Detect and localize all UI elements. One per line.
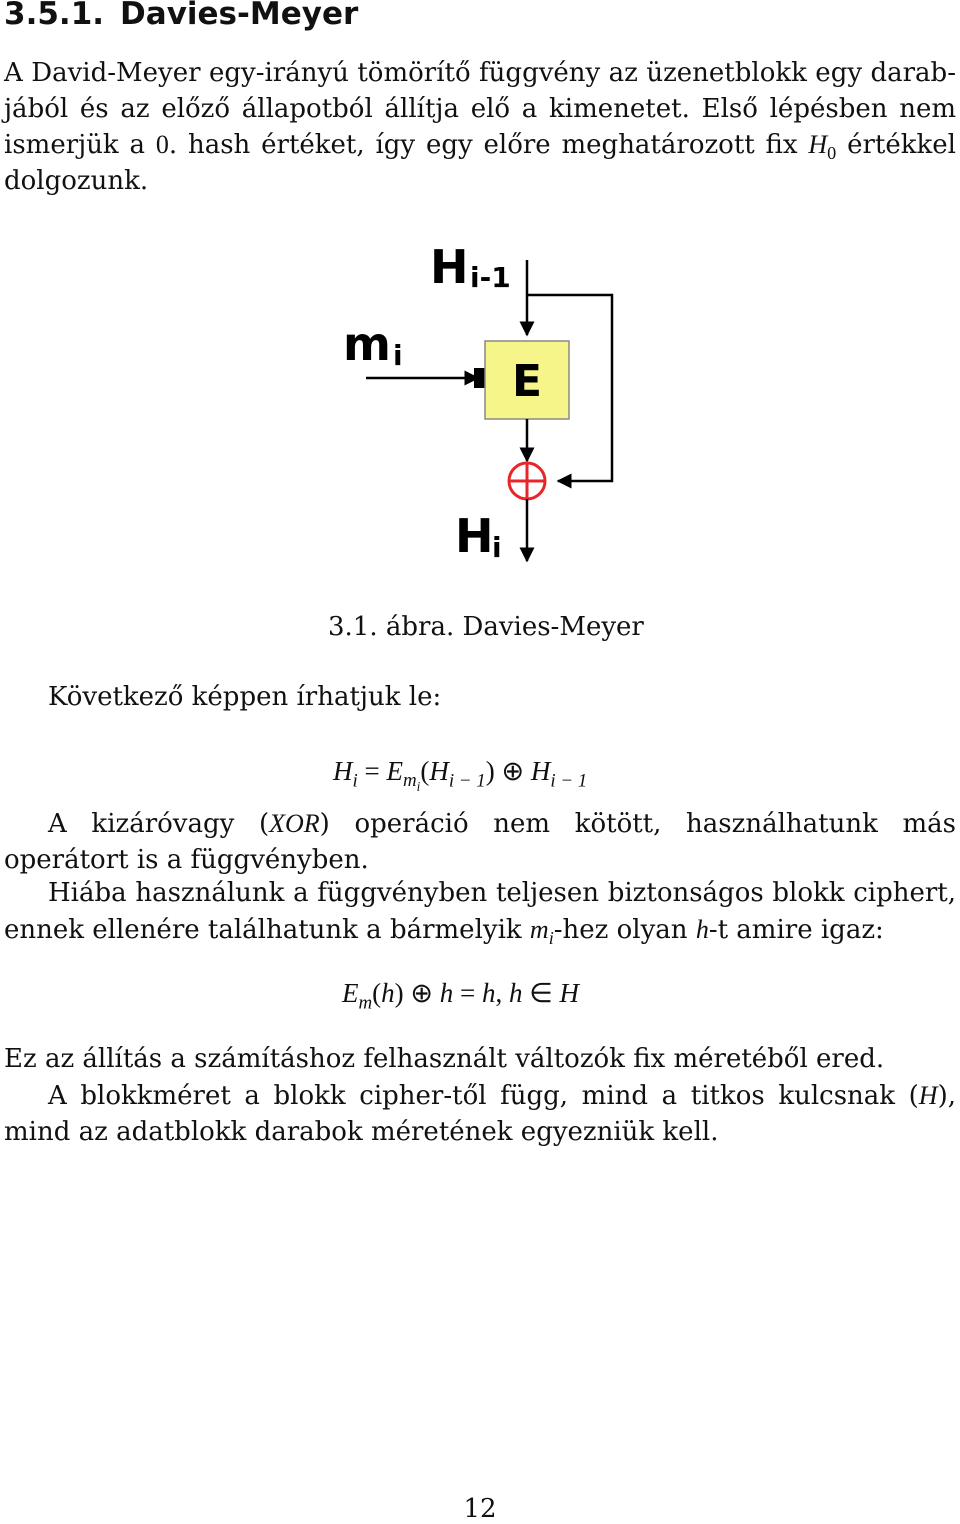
page-number: 12 xyxy=(463,1494,497,1524)
m-label: m xyxy=(343,317,391,371)
e-label: E xyxy=(512,356,543,407)
h-out-label: H xyxy=(455,509,494,563)
h-prev-label: H xyxy=(430,240,469,294)
intro-paragraph: A David-Meyer egy-irányú tömörítő függvény az üzenetblokk egy darab-jából és az előző állapotból állítja elő a kimenetet. Első lépésben nem ismerjük a 0. hash értéket, így egy előre meghatározott fix $H_0$ értékkel dolgozunk. xyxy=(4,58,956,196)
xor-paragraph: A kizáróvagy (XOR) operáció nem kötött, használhatunk más operátort is a függvényben. xyxy=(4,809,957,875)
xor-icon xyxy=(509,463,545,499)
davies-meyer-diagram xyxy=(300,225,640,570)
section-heading xyxy=(4,0,358,32)
section-number: 3.5.1. xyxy=(4,0,105,32)
formula-fixed-point: $E_m(h)$ ⊕ h = h, h ∈ H xyxy=(342,978,580,1014)
security-paragraph: Hiába használunk a függvényben teljesen biztonságos blokk ciphert, ennek ellenére találhatunk a bármelyik $m_i$-hez olyan h-t amire igaz: xyxy=(4,878,956,948)
lead-in-text: Következő képpen írhatjuk le: xyxy=(48,682,442,712)
fixed-size-paragraph: Ez az állítás a számításhoz felhasznált változók fix méretéből ered. xyxy=(4,1044,885,1074)
m-subscript: i xyxy=(393,339,403,372)
formula-davies-meyer: $H_i = E_{m_i}(H_{i - 1})$ ⊕ $H_{i - 1}$ xyxy=(333,756,588,795)
h-out-subscript: i xyxy=(492,531,502,564)
h-prev-subscript: i-1 xyxy=(470,261,511,294)
figure-caption: 3.1. ábra. Davies-Meyer xyxy=(328,612,644,642)
section-title: Davies-Meyer xyxy=(120,0,359,32)
block-size-paragraph: A blokkméret a blokk cipher-től függ, mind a titkos kulcsnak (H), mind az adatblokk darabok méretének egyezniük kell. xyxy=(4,1081,956,1147)
